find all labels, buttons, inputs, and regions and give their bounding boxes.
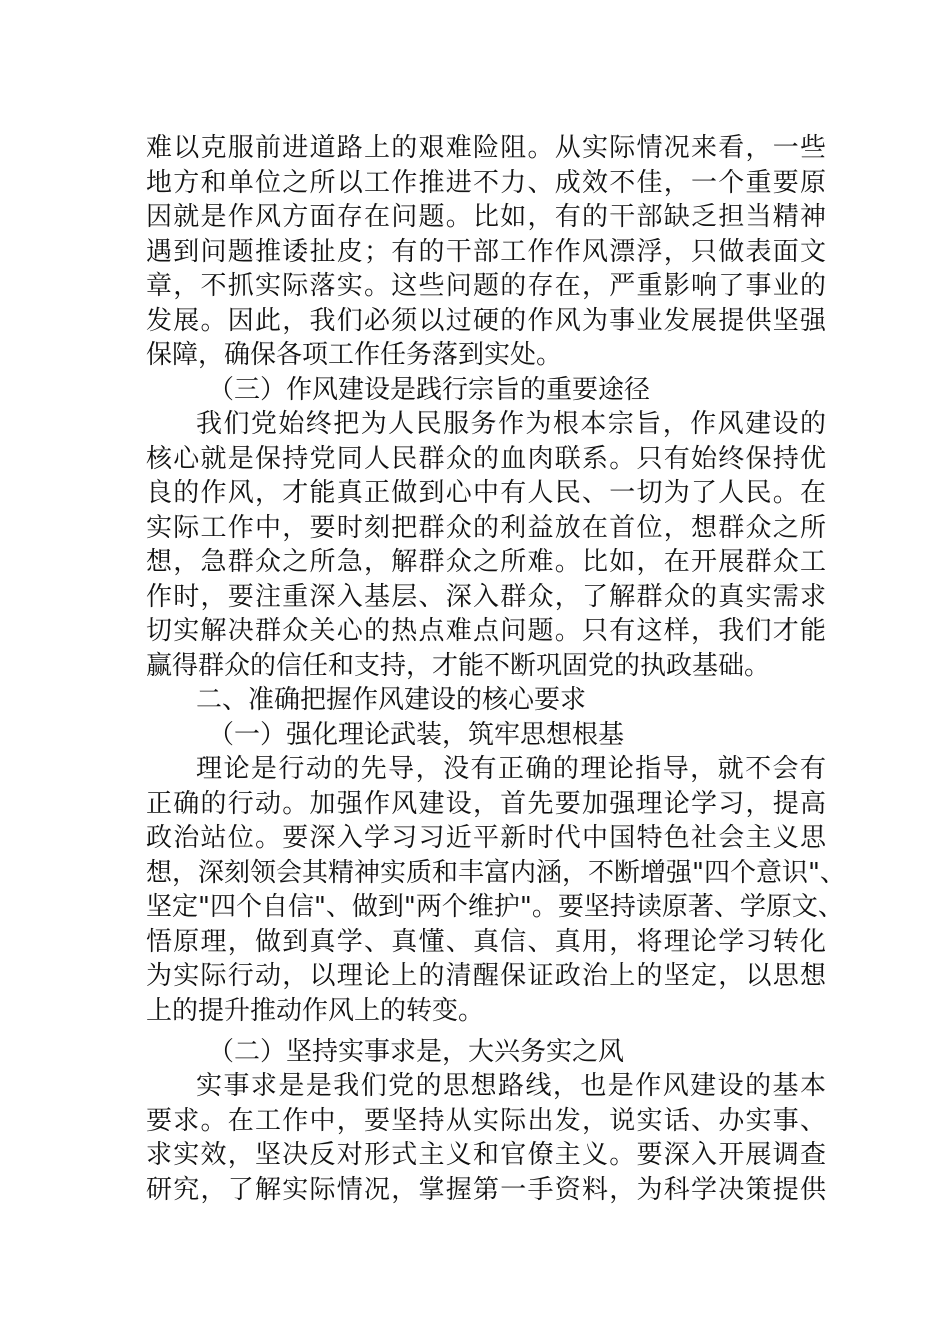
text-line: 政治站位。要深入学习习近平新时代中国特色社会主义思 [146,823,826,853]
paragraph-first-line: 实事求是是我们党的思想路线，也是作风建设的基本 [196,1071,826,1101]
text-line: 研究，了解实际情况，掌握第一手资料，为科学决策提供 [146,1175,826,1205]
text-line: 上的提升推动作风上的转变。 [146,996,485,1026]
text-line: 切实解决群众关心的热点难点问题。只有这样，我们才能 [146,616,826,646]
text-line: 想，急群众之所急，解群众之所难。比如，在开展群众工 [146,547,826,577]
text-line: 作时，要注重深入基层、深入群众，了解群众的真实需求 [146,582,826,612]
text-line: 难以克服前进道路上的艰难险阻。从实际情况来看，一些 [146,133,826,163]
text-line: 赢得群众的信任和支持，才能不断巩固党的执政基础。 [146,651,771,681]
text-line: 章，不抓实际落实。这些问题的存在，严重影响了事业的 [146,271,826,301]
text-line: 保障，确保各项工作任务落到实处。 [146,340,563,370]
text-line: 良的作风，才能真正做到心中有人民、一切为了人民。在 [146,478,826,508]
text-line: 坚定"四个自信"、做到"两个维护"。要坚持读原著、学原文、 [146,892,844,922]
paragraph-first-line: 理论是行动的先导，没有正确的理论指导，就不会有 [196,754,826,784]
text-line: 遇到问题推诿扯皮；有的干部工作作风漂浮，只做表面文 [146,237,826,267]
text-line: 地方和单位之所以工作推进不力、成效不佳，一个重要原 [146,168,826,198]
text-line: 求实效，坚决反对形式主义和官僚主义。要深入开展调查 [146,1140,826,1170]
text-line: 要求。在工作中，要坚持从实际出发，说实话、办实事、 [146,1106,826,1136]
text-line: 发展。因此，我们必须以过硬的作风为事业发展提供坚强 [146,306,826,336]
paragraph-first-line: 我们党始终把为人民服务作为根本宗旨，作风建设的 [196,409,826,439]
text-line: 因就是作风方面存在问题。比如，有的干部缺乏担当精神 [146,202,826,232]
section-heading: （一）强化理论武装，筑牢思想根基 [208,720,625,750]
chapter-heading: 二、准确把握作风建设的核心要求 [196,685,587,715]
text-line: 核心就是保持党同人民群众的血肉联系。只有始终保持优 [146,444,826,474]
text-line: 悟原理，做到真学、真懂、真信、真用，将理论学习转化 [146,927,826,957]
text-line: 想，深刻领会其精神实质和丰富内涵，不断增强"四个意识"、 [146,858,846,888]
text-line: 正确的行动。加强作风建设，首先要加强理论学习，提高 [146,789,826,819]
text-line: 实际工作中，要时刻把群众的利益放在首位，想群众之所 [146,513,826,543]
text-line: 为实际行动，以理论上的清醒保证政治上的坚定，以思想 [146,961,826,991]
section-heading: （二）坚持实事求是，大兴务实之风 [208,1037,625,1067]
section-heading: （三）作风建设是践行宗旨的重要途径 [208,375,651,405]
